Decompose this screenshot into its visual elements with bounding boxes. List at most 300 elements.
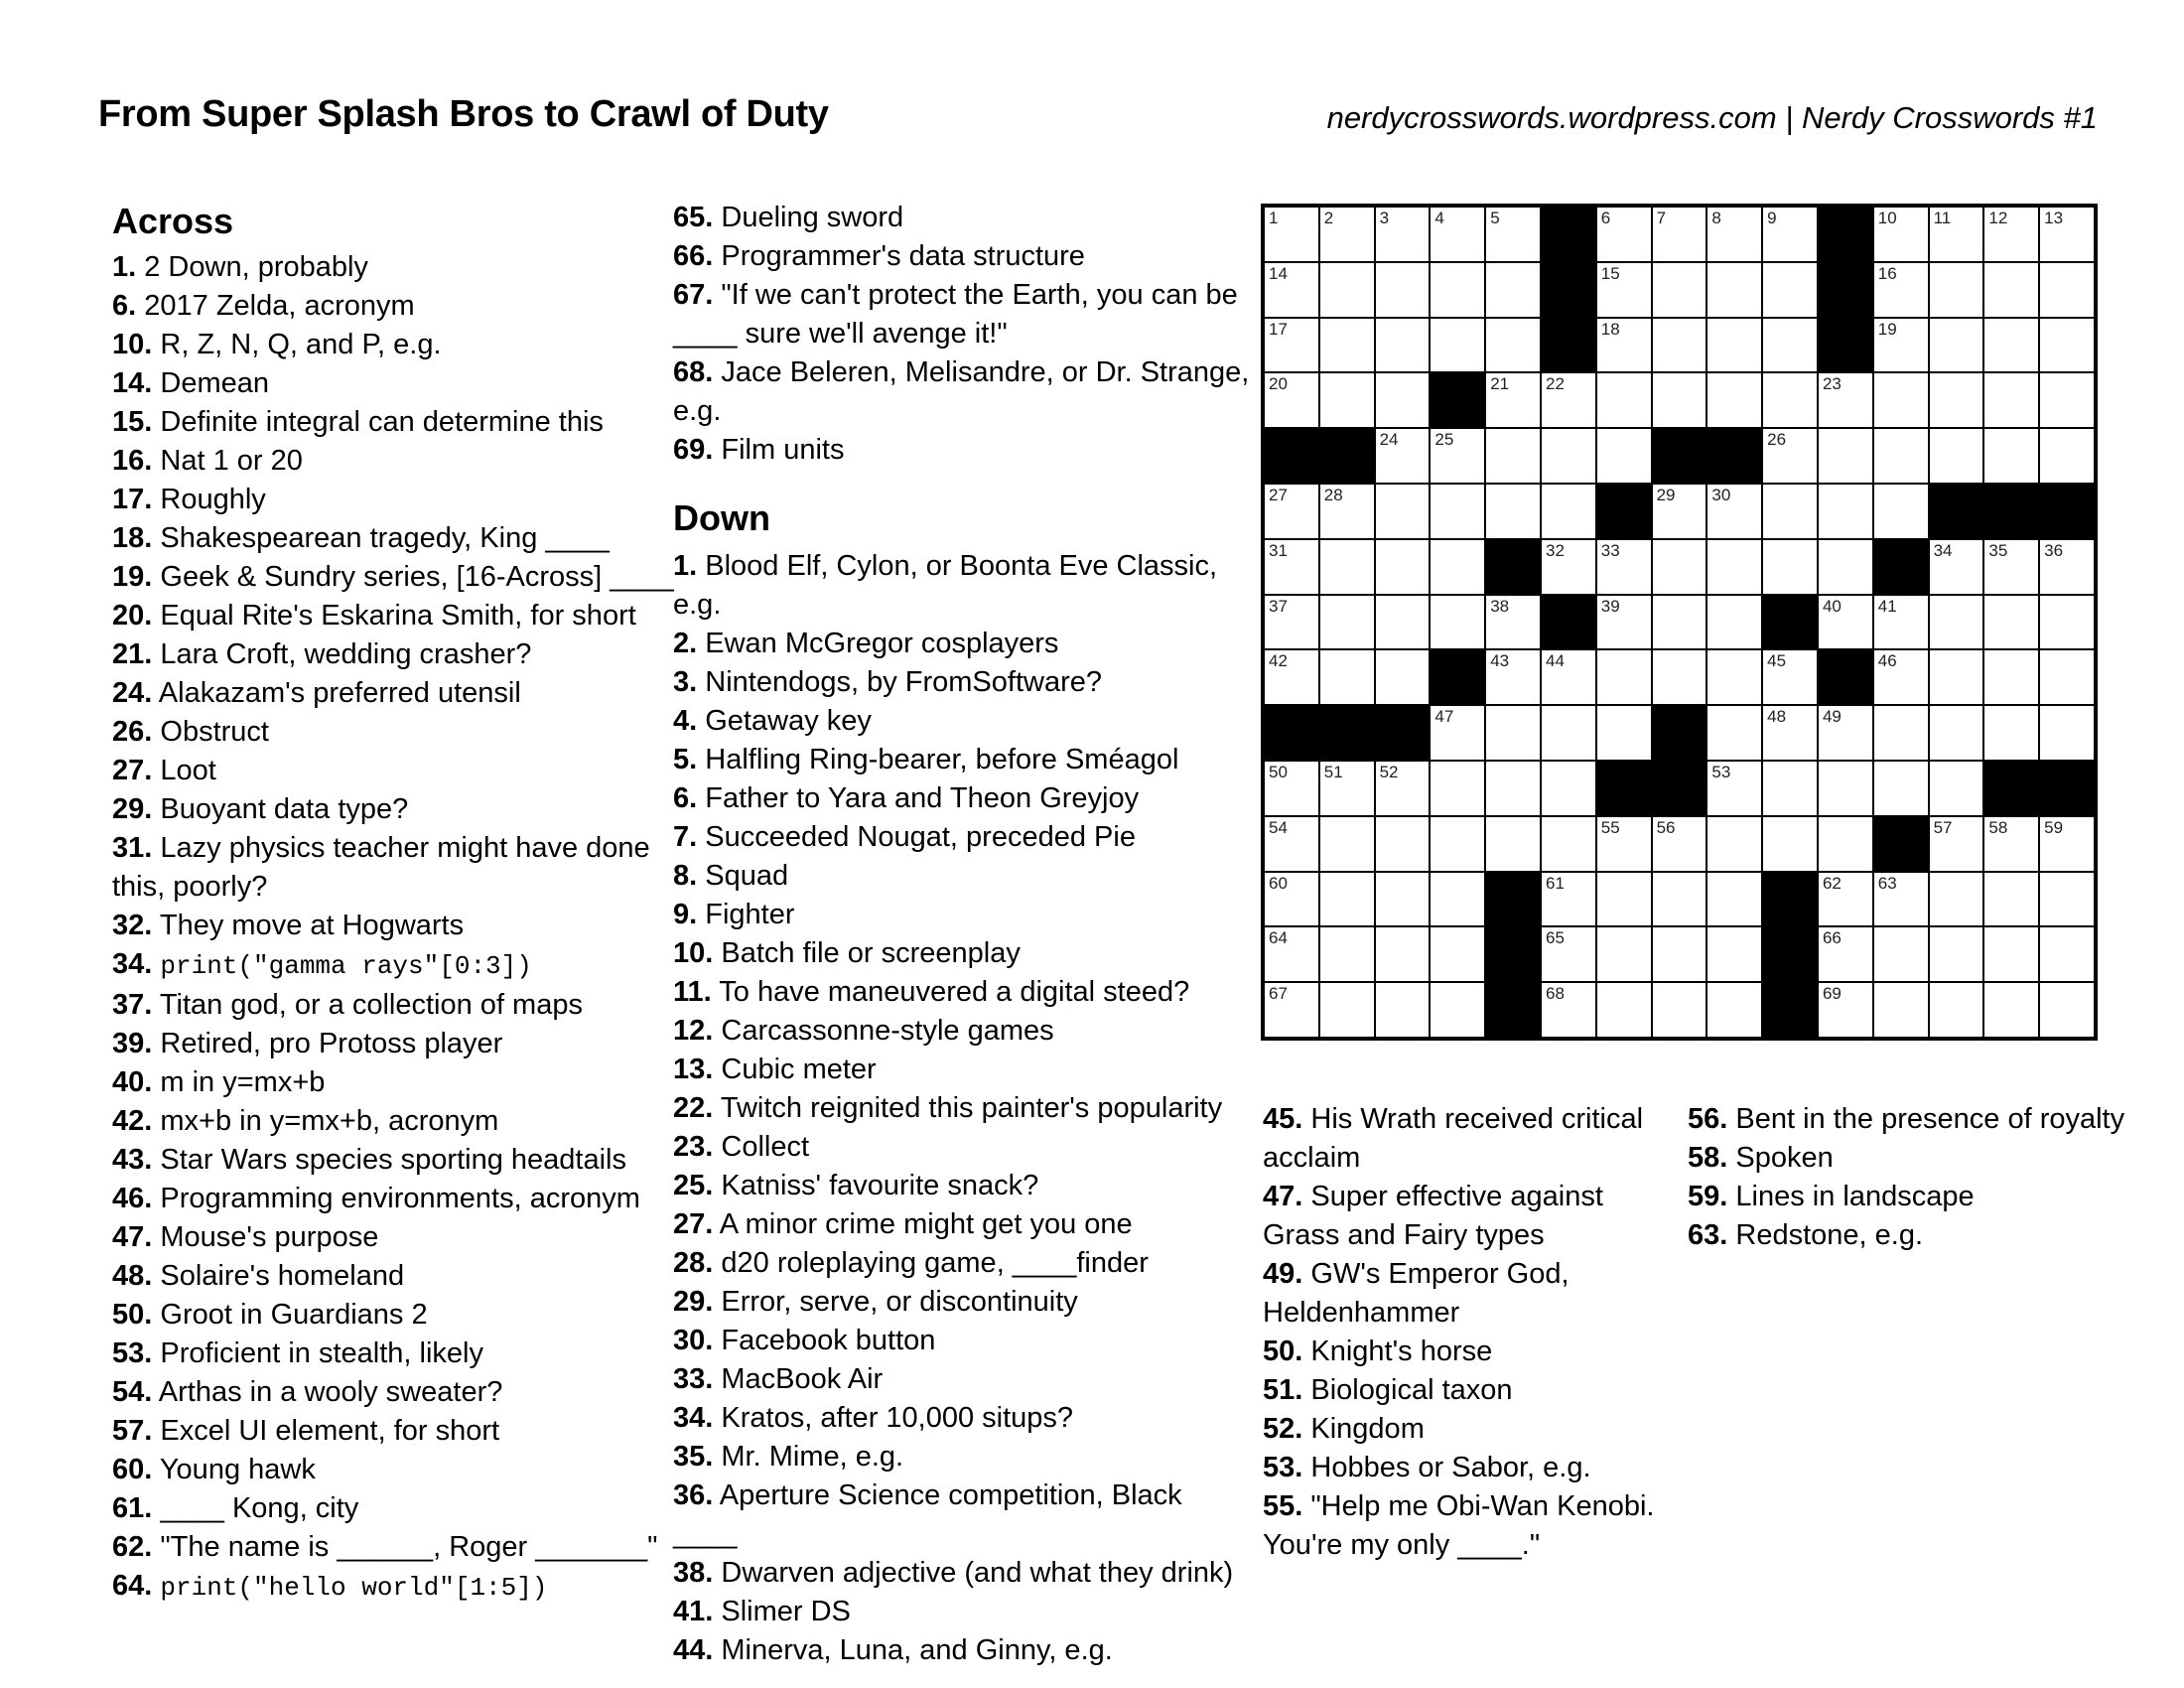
grid-cell-7-13[interactable] (1930, 540, 1983, 594)
grid-cell-15-15[interactable] (2040, 983, 2094, 1037)
clue-down-63: 63. Redstone, e.g. (1688, 1219, 1924, 1251)
cell-number-53: 53 (1711, 762, 1731, 781)
grid-cell-14-3[interactable] (1376, 927, 1430, 981)
cell-number-2: 2 (1323, 209, 1334, 227)
grid-cell-5-2 (1320, 429, 1374, 483)
clue-down-30: 30. Facebook button (673, 1325, 936, 1356)
grid-cell-6-6[interactable] (1542, 485, 1595, 538)
grid-cell-14-7[interactable] (1597, 927, 1651, 981)
grid-cell-13-9[interactable] (1707, 873, 1761, 926)
grid-cell-2-12[interactable] (1874, 263, 1928, 317)
grid-cell-2-8[interactable] (1653, 263, 1706, 317)
grid-cell-14-11[interactable] (1819, 927, 1872, 981)
grid-cell-4-5[interactable] (1486, 373, 1540, 427)
grid-cell-13-14[interactable] (1984, 873, 2038, 926)
grid-cell-8-9[interactable] (1707, 596, 1761, 649)
grid-cell-2-7[interactable] (1597, 263, 1651, 317)
grid-cell-7-15[interactable] (2040, 540, 2094, 594)
cell-number-32: 32 (1545, 540, 1565, 560)
grid-cell-3-10[interactable] (1763, 319, 1817, 372)
grid-cell-2-9[interactable] (1707, 263, 1761, 317)
grid-cell-5-12[interactable] (1874, 429, 1928, 483)
grid-cell-3-14[interactable] (1984, 319, 2038, 372)
grid-cell-12-15[interactable] (2040, 817, 2094, 871)
grid-cell-11-13[interactable] (1930, 762, 1983, 815)
grid-cell-15-1[interactable] (1265, 983, 1318, 1037)
grid-cell-6-7 (1597, 485, 1651, 538)
grid-cell-12-9[interactable] (1707, 817, 1761, 871)
clue-across-17: 17. Roughly (112, 484, 266, 515)
grid-cell-8-4[interactable] (1431, 596, 1484, 649)
grid-cell-4-9[interactable] (1707, 373, 1761, 427)
grid-cell-12-11[interactable] (1819, 817, 1872, 871)
grid-cell-8-15[interactable] (2040, 596, 2094, 649)
clue-across-42: 42. mx+b in y=mx+b, acronym (112, 1105, 499, 1137)
clue-across-48: 48. Solaire's homeland (112, 1260, 405, 1292)
grid-cell-12-3[interactable] (1376, 817, 1430, 871)
grid-cell-14-10 (1763, 927, 1817, 981)
grid-cell-15-6[interactable] (1542, 983, 1595, 1037)
grid-cell-11-12[interactable] (1874, 762, 1928, 815)
cell-number-23: 23 (1822, 374, 1842, 394)
cell-number-44: 44 (1545, 651, 1565, 671)
grid-cell-1-14[interactable] (1984, 208, 2038, 261)
clue-across-20: 20. Equal Rite's Eskarina Smith, for short (112, 600, 636, 632)
grid-cell-7-4[interactable] (1431, 540, 1484, 594)
grid-cell-8-7[interactable] (1597, 596, 1651, 649)
cell-number-39: 39 (1600, 596, 1620, 616)
grid-cell-8-14[interactable] (1984, 596, 2038, 649)
across-clue-list-1 (112, 248, 683, 1608)
cell-number-34: 34 (1933, 540, 1953, 560)
grid-cell-15-3[interactable] (1376, 983, 1430, 1037)
grid-cell-5-14[interactable] (1984, 429, 2038, 483)
grid-cell-2-3[interactable] (1376, 263, 1430, 317)
grid-cell-3-4[interactable] (1431, 319, 1484, 372)
cell-number-69: 69 (1822, 984, 1842, 1004)
clue-down-1: 1. Blood Elf, Cylon, or Boonta Eve Classic, e.g. (673, 550, 1218, 621)
cell-number-43: 43 (1490, 651, 1510, 671)
grid-cell-13-4[interactable] (1431, 873, 1484, 926)
grid-cell-1-11 (1819, 208, 1872, 261)
grid-cell-2-2[interactable] (1320, 263, 1374, 317)
grid-cell-11-6[interactable] (1542, 762, 1595, 815)
grid-cell-9-7[interactable] (1597, 650, 1651, 704)
grid-cell-13-2[interactable] (1320, 873, 1374, 926)
clue-across-16: 16. Nat 1 or 20 (112, 445, 303, 477)
grid-cell-6-3[interactable] (1376, 485, 1430, 538)
grid-cell-2-5[interactable] (1486, 263, 1540, 317)
grid-cell-8-10 (1763, 596, 1817, 649)
grid-cell-4-2[interactable] (1320, 373, 1374, 427)
grid-cell-2-14[interactable] (1984, 263, 2038, 317)
clue-down-10: 10. Batch file or screenplay (673, 937, 1021, 969)
clue-across-67: 67. "If we can't protect the Earth, you can be ____ sure we'll avenge it!" (673, 279, 1238, 350)
grid-cell-1-13[interactable] (1930, 208, 1983, 261)
grid-cell-9-14[interactable] (1984, 650, 2038, 704)
grid-cell-10-10[interactable] (1763, 706, 1817, 760)
grid-cell-8-8[interactable] (1653, 596, 1706, 649)
grid-cell-11-11[interactable] (1819, 762, 1872, 815)
grid-cell-15-10 (1763, 983, 1817, 1037)
cell-number-41: 41 (1877, 596, 1897, 616)
grid-cell-11-8 (1653, 762, 1706, 815)
cell-number-12: 12 (1988, 209, 2008, 227)
grid-cell-10-2 (1320, 706, 1374, 760)
grid-cell-2-11 (1819, 263, 1872, 317)
grid-cell-13-10 (1763, 873, 1817, 926)
grid-cell-14-9[interactable] (1707, 927, 1761, 981)
grid-cell-5-6[interactable] (1542, 429, 1595, 483)
clue-across-6: 6. 2017 Zelda, acronym (112, 290, 415, 322)
cell-number-40: 40 (1822, 596, 1842, 616)
grid-cell-5-15[interactable] (2040, 429, 2094, 483)
cell-number-20: 20 (1269, 374, 1288, 394)
grid-cell-15-2[interactable] (1320, 983, 1374, 1037)
cell-number-50: 50 (1269, 762, 1288, 781)
clue-down-9: 9. Fighter (673, 899, 795, 930)
grid-cell-13-3[interactable] (1376, 873, 1430, 926)
grid-cell-10-15[interactable] (2040, 706, 2094, 760)
grid-cell-9-10[interactable] (1763, 650, 1817, 704)
grid-cell-14-6[interactable] (1542, 927, 1595, 981)
grid-cell-8-12[interactable] (1874, 596, 1928, 649)
clue-down-22: 22. Twitch reignited this painter's popularity (673, 1092, 1223, 1124)
grid-cell-9-13[interactable] (1930, 650, 1983, 704)
grid-cell-5-10[interactable] (1763, 429, 1817, 483)
clue-down-38: 38. Dwarven adjective (and what they drink) (673, 1557, 1234, 1589)
grid-cell-1-8[interactable] (1653, 208, 1706, 261)
grid-cell-4-10[interactable] (1763, 373, 1817, 427)
grid-cell-10-11[interactable] (1819, 706, 1872, 760)
grid-cell-13-15[interactable] (2040, 873, 2094, 926)
grid-cell-11-9[interactable] (1707, 762, 1761, 815)
grid-cell-11-4[interactable] (1431, 762, 1484, 815)
grid-cell-10-5[interactable] (1486, 706, 1540, 760)
cell-number-67: 67 (1269, 984, 1288, 1004)
grid-cell-2-4[interactable] (1431, 263, 1484, 317)
grid-cell-15-9[interactable] (1707, 983, 1761, 1037)
grid-cell-15-11[interactable] (1819, 983, 1872, 1037)
clue-across-54: 54. Arthas in a wooly sweater? (112, 1376, 503, 1408)
grid-cell-7-3[interactable] (1376, 540, 1430, 594)
grid-cell-13-13[interactable] (1930, 873, 1983, 926)
grid-cell-5-4[interactable] (1431, 429, 1484, 483)
grid-cell-12-1[interactable] (1265, 817, 1318, 871)
grid-cell-4-8[interactable] (1653, 373, 1706, 427)
grid-cell-9-2[interactable] (1320, 650, 1374, 704)
cell-number-58: 58 (1988, 817, 2008, 837)
clue-across-68: 68. Jace Beleren, Melisandre, or Dr. Strange, e.g. (673, 356, 1250, 427)
grid-cell-11-14 (1984, 762, 2038, 815)
grid-cell-3-5[interactable] (1486, 319, 1540, 372)
grid-cell-3-13[interactable] (1930, 319, 1983, 372)
grid-cell-13-7[interactable] (1597, 873, 1651, 926)
grid-cell-5-7[interactable] (1597, 429, 1651, 483)
grid-cell-3-2[interactable] (1320, 319, 1374, 372)
grid-cell-13-1[interactable] (1265, 873, 1318, 926)
grid-cell-1-7[interactable] (1597, 208, 1651, 261)
clue-down-25: 25. Katniss' favourite snack? (673, 1170, 1039, 1201)
grid-cell-5-9 (1707, 429, 1761, 483)
grid-cell-8-6 (1542, 596, 1595, 649)
grid-cell-7-1[interactable] (1265, 540, 1318, 594)
grid-cell-2-1[interactable] (1265, 263, 1318, 317)
grid-cell-5-11[interactable] (1819, 429, 1872, 483)
grid-cell-1-4[interactable] (1431, 208, 1484, 261)
grid-cell-3-15[interactable] (2040, 319, 2094, 372)
grid-cell-12-10[interactable] (1763, 817, 1817, 871)
grid-cell-3-12[interactable] (1874, 319, 1928, 372)
grid-cell-7-11[interactable] (1819, 540, 1872, 594)
grid-cell-11-2[interactable] (1320, 762, 1374, 815)
grid-cell-12-7[interactable] (1597, 817, 1651, 871)
clue-across-18: 18. Shakespearean tragedy, King ____ (112, 522, 610, 554)
grid-cell-6-5[interactable] (1486, 485, 1540, 538)
clue-down-11: 11. To have maneuvered a digital steed? (673, 976, 1190, 1008)
cell-number-56: 56 (1656, 817, 1676, 837)
grid-cell-13-8[interactable] (1653, 873, 1706, 926)
grid-cell-6-4[interactable] (1431, 485, 1484, 538)
cell-number-5: 5 (1490, 209, 1500, 227)
grid-cell-9-6[interactable] (1542, 650, 1595, 704)
grid-cell-10-12[interactable] (1874, 706, 1928, 760)
grid-cell-11-15 (2040, 762, 2094, 815)
grid-cell-14-1[interactable] (1265, 927, 1318, 981)
clue-across-60: 60. Young hawk (112, 1454, 316, 1485)
grid-cell-15-8[interactable] (1653, 983, 1706, 1037)
grid-cell-3-9[interactable] (1707, 319, 1761, 372)
grid-cell-7-8[interactable] (1653, 540, 1706, 594)
grid-cell-15-14[interactable] (1984, 983, 2038, 1037)
grid-cell-12-6[interactable] (1542, 817, 1595, 871)
clue-down-55: 55. "Help me Obi-Wan Kenobi. You're my only ____." (1263, 1490, 1655, 1561)
clue-down-45: 45. His Wrath received critical acclaim (1263, 1103, 1644, 1174)
grid-cell-4-3[interactable] (1376, 373, 1430, 427)
grid-cell-3-6 (1542, 319, 1595, 372)
grid-cell-10-13[interactable] (1930, 706, 1983, 760)
down-clues-column-3 (1688, 1100, 2154, 1255)
grid-cell-11-3[interactable] (1376, 762, 1430, 815)
grid-cell-10-4[interactable] (1431, 706, 1484, 760)
grid-cell-9-9[interactable] (1707, 650, 1761, 704)
cell-number-64: 64 (1269, 928, 1288, 948)
clue-down-49: 49. GW's Emperor God, Heldenhammer (1263, 1258, 1570, 1329)
grid-cell-4-1[interactable] (1265, 373, 1318, 427)
cell-number-25: 25 (1434, 430, 1454, 450)
grid-cell-12-14[interactable] (1984, 817, 2038, 871)
grid-cell-3-3[interactable] (1376, 319, 1430, 372)
grid-cell-6-11[interactable] (1819, 485, 1872, 538)
grid-cell-3-11 (1819, 319, 1872, 372)
grid-cell-6-8[interactable] (1653, 485, 1706, 538)
clue-across-14: 14. Demean (112, 367, 270, 399)
grid-cell-2-13[interactable] (1930, 263, 1983, 317)
grid-cell-7-14[interactable] (1984, 540, 2038, 594)
clue-across-31: 31. Lazy physics teacher might have done this, poorly? (112, 832, 650, 903)
cell-number-9: 9 (1767, 209, 1777, 227)
grid-cell-15-12[interactable] (1874, 983, 1928, 1037)
middle-clues-column (673, 199, 1254, 1670)
clue-across-53: 53. Proficient in stealth, likely (112, 1337, 483, 1369)
cell-number-13: 13 (2044, 209, 2064, 227)
grid-cell-8-1[interactable] (1265, 596, 1318, 649)
grid-cell-12-5[interactable] (1486, 817, 1540, 871)
grid-cell-14-4[interactable] (1431, 927, 1484, 981)
grid-cell-6-2[interactable] (1320, 485, 1374, 538)
grid-cell-13-5 (1486, 873, 1540, 926)
grid-cell-9-5[interactable] (1486, 650, 1540, 704)
grid-cell-10-9[interactable] (1707, 706, 1761, 760)
grid-cell-9-3[interactable] (1376, 650, 1430, 704)
crossword-grid (1261, 204, 2098, 1041)
grid-cell-9-15[interactable] (2040, 650, 2094, 704)
grid-cell-6-13 (1930, 485, 1983, 538)
grid-cell-1-12[interactable] (1874, 208, 1928, 261)
grid-cell-12-8[interactable] (1653, 817, 1706, 871)
grid-cell-5-3[interactable] (1376, 429, 1430, 483)
grid-cell-6-1[interactable] (1265, 485, 1318, 538)
clue-down-34: 34. Kratos, after 10,000 situps? (673, 1402, 1074, 1434)
grid-cell-10-6[interactable] (1542, 706, 1595, 760)
grid-cell-2-15[interactable] (2040, 263, 2094, 317)
grid-cell-7-10[interactable] (1763, 540, 1817, 594)
grid-cell-4-7[interactable] (1597, 373, 1651, 427)
grid-cell-4-4 (1431, 373, 1484, 427)
clue-across-1: 1. 2 Down, probably (112, 251, 368, 283)
grid-cell-14-8[interactable] (1653, 927, 1706, 981)
grid-cell-1-15[interactable] (2040, 208, 2094, 261)
clue-down-35: 35. Mr. Mime, e.g. (673, 1441, 904, 1473)
clue-across-64: 64. print("hello world"[1:5]) (112, 1570, 548, 1603)
grid-cell-5-13[interactable] (1930, 429, 1983, 483)
grid-cell-6-9[interactable] (1707, 485, 1761, 538)
grid-cell-6-14 (1984, 485, 2038, 538)
across-clue-list-2 (673, 199, 1254, 470)
grid-cell-1-10[interactable] (1763, 208, 1817, 261)
grid-cell-13-11[interactable] (1819, 873, 1872, 926)
cell-number-59: 59 (2044, 817, 2064, 837)
grid-cell-15-13[interactable] (1930, 983, 1983, 1037)
grid-cell-4-15[interactable] (2040, 373, 2094, 427)
grid-cell-9-1[interactable] (1265, 650, 1318, 704)
grid-cell-14-14[interactable] (1984, 927, 2038, 981)
grid-cell-14-5 (1486, 927, 1540, 981)
grid-cell-14-2[interactable] (1320, 927, 1374, 981)
grid-cell-10-14[interactable] (1984, 706, 2038, 760)
across-clues-column (112, 199, 683, 1608)
grid-cell-6-12[interactable] (1874, 485, 1928, 538)
clue-down-33: 33. MacBook Air (673, 1363, 884, 1395)
grid-cell-1-9[interactable] (1707, 208, 1761, 261)
clue-down-13: 13. Cubic meter (673, 1054, 877, 1085)
cell-number-51: 51 (1323, 762, 1343, 781)
grid-cell-9-11 (1819, 650, 1872, 704)
grid-cell-15-4[interactable] (1431, 983, 1484, 1037)
grid-cell-4-6[interactable] (1542, 373, 1595, 427)
grid-cell-1-1[interactable] (1265, 208, 1318, 261)
grid-cell-13-6[interactable] (1542, 873, 1595, 926)
grid-cell-8-2[interactable] (1320, 596, 1374, 649)
grid-cell-5-5[interactable] (1486, 429, 1540, 483)
grid-cell-8-5[interactable] (1486, 596, 1540, 649)
grid-cell-12-4[interactable] (1431, 817, 1484, 871)
grid-cell-3-7[interactable] (1597, 319, 1651, 372)
grid-cell-10-3 (1376, 706, 1430, 760)
cell-number-26: 26 (1767, 430, 1787, 450)
grid-cell-1-2[interactable] (1320, 208, 1374, 261)
clue-across-47: 47. Mouse's purpose (112, 1221, 379, 1253)
grid-cell-8-3[interactable] (1376, 596, 1430, 649)
grid-cell-4-14[interactable] (1984, 373, 2038, 427)
grid-cell-2-6 (1542, 263, 1595, 317)
grid-cell-11-10[interactable] (1763, 762, 1817, 815)
grid-cell-6-15 (2040, 485, 2094, 538)
cell-number-63: 63 (1877, 873, 1897, 893)
down-clue-list-1 (673, 547, 1254, 1670)
clue-down-23: 23. Collect (673, 1131, 810, 1163)
grid-cell-7-6[interactable] (1542, 540, 1595, 594)
grid-cell-6-10[interactable] (1763, 485, 1817, 538)
cell-number-10: 10 (1877, 209, 1897, 227)
grid-cell-9-12[interactable] (1874, 650, 1928, 704)
grid-cell-4-13[interactable] (1930, 373, 1983, 427)
clue-across-50: 50. Groot in Guardians 2 (112, 1299, 428, 1331)
grid-cell-14-15[interactable] (2040, 927, 2094, 981)
grid-cell-10-7[interactable] (1597, 706, 1651, 760)
grid-cell-3-8[interactable] (1653, 319, 1706, 372)
grid-cell-12-13[interactable] (1930, 817, 1983, 871)
grid-cell-8-11[interactable] (1819, 596, 1872, 649)
grid-cell-15-7[interactable] (1597, 983, 1651, 1037)
grid-cell-13-12[interactable] (1874, 873, 1928, 926)
grid-cell-3-1[interactable] (1265, 319, 1318, 372)
cell-number-37: 37 (1269, 596, 1288, 616)
clue-across-34: 34. print("gamma rays"[0:3]) (112, 948, 532, 981)
clue-down-50: 50. Knight's horse (1263, 1336, 1493, 1367)
grid-cell-1-5[interactable] (1486, 208, 1540, 261)
grid-cell-11-1[interactable] (1265, 762, 1318, 815)
cell-number-1: 1 (1269, 209, 1279, 227)
grid-cell-7-2[interactable] (1320, 540, 1374, 594)
grid-cell-1-3[interactable] (1376, 208, 1430, 261)
cell-number-14: 14 (1269, 263, 1288, 283)
grid-cell-4-11[interactable] (1819, 373, 1872, 427)
grid-cell-14-12[interactable] (1874, 927, 1928, 981)
clue-across-65: 65. Dueling sword (673, 202, 904, 233)
grid-cell-11-5[interactable] (1486, 762, 1540, 815)
grid-cell-4-12[interactable] (1874, 373, 1928, 427)
clue-across-15: 15. Definite integral can determine this (112, 406, 604, 438)
cell-number-11: 11 (1933, 209, 1952, 227)
cell-number-21: 21 (1490, 374, 1510, 394)
cell-number-30: 30 (1711, 485, 1731, 504)
grid-cell-2-10[interactable] (1763, 263, 1817, 317)
grid-cell-12-2[interactable] (1320, 817, 1374, 871)
cell-number-65: 65 (1545, 928, 1565, 948)
cell-number-19: 19 (1877, 319, 1897, 339)
clue-down-4: 4. Getaway key (673, 705, 872, 737)
cell-number-28: 28 (1323, 485, 1343, 504)
grid-cell-14-13[interactable] (1930, 927, 1983, 981)
grid-cell-15-5 (1486, 983, 1540, 1037)
grid-cell-8-13[interactable] (1930, 596, 1983, 649)
grid-cell-9-8[interactable] (1653, 650, 1706, 704)
grid-cell-7-7[interactable] (1597, 540, 1651, 594)
grid-cell-7-9[interactable] (1707, 540, 1761, 594)
clue-across-26: 26. Obstruct (112, 716, 269, 748)
grid-cell-9-4 (1431, 650, 1484, 704)
